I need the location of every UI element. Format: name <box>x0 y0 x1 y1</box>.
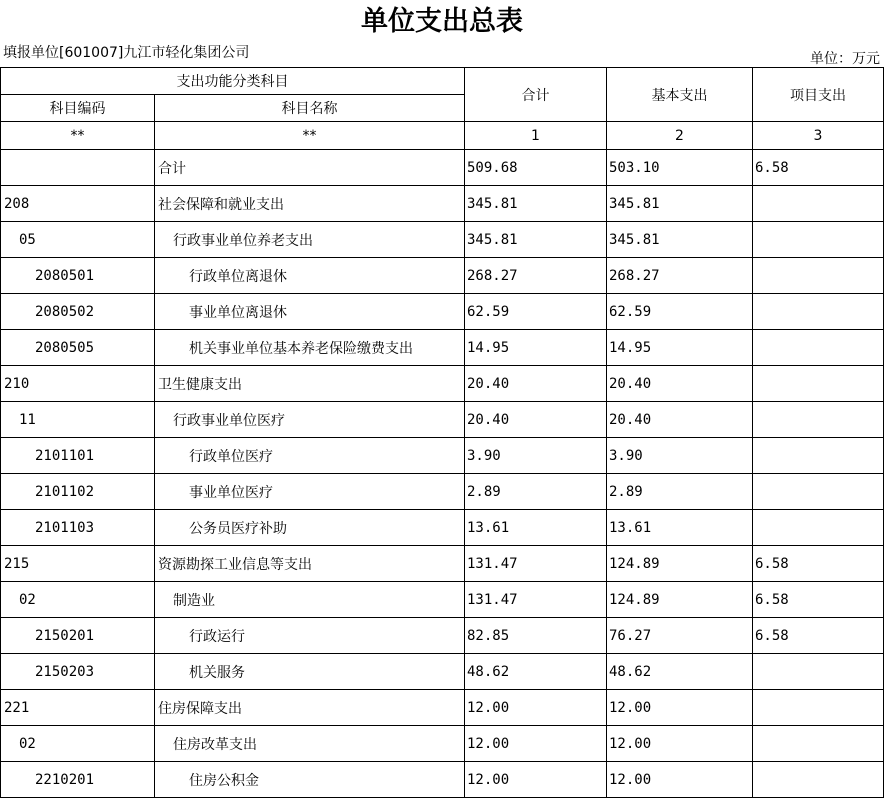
cell-basic: 124.89 <box>607 546 753 582</box>
cell-name: 事业单位医疗 <box>155 474 465 510</box>
table-row <box>1 258 884 294</box>
header-code: 科目编码 <box>1 95 155 122</box>
cell-project: 6.58 <box>753 150 884 186</box>
cell-total: 509.68 <box>465 150 607 186</box>
cell-project: 6.58 <box>753 546 884 582</box>
cell-basic: 268.27 <box>607 258 753 294</box>
cell-project <box>753 438 884 474</box>
cell-project: 6.58 <box>753 618 884 654</box>
cell-project <box>753 690 884 726</box>
cell-total: 14.95 <box>465 330 607 366</box>
table-row <box>1 222 884 258</box>
cell-code: 221 <box>1 690 155 726</box>
header-name: 科目名称 <box>155 95 465 122</box>
cell-code: 2080501 <box>1 258 155 294</box>
cell-project <box>753 726 884 762</box>
cell-name: 制造业 <box>155 582 465 618</box>
cell-name: 合计 <box>155 150 465 186</box>
header-row-1 <box>1 68 884 95</box>
cell-basic: 12.00 <box>607 726 753 762</box>
index-code: ** <box>1 122 155 150</box>
cell-name: 行政事业单位医疗 <box>155 402 465 438</box>
table-row <box>1 150 884 186</box>
index-total: 1 <box>465 122 607 150</box>
cell-basic: 76.27 <box>607 618 753 654</box>
table-row <box>1 654 884 690</box>
cell-name: 行政单位离退休 <box>155 258 465 294</box>
cell-code: 2210201 <box>1 762 155 798</box>
cell-project: 6.58 <box>753 582 884 618</box>
header-total: 合计 <box>465 68 607 122</box>
header-index-row <box>1 122 884 150</box>
cell-total: 20.40 <box>465 402 607 438</box>
cell-name: 卫生健康支出 <box>155 366 465 402</box>
cell-project <box>753 402 884 438</box>
cell-basic: 62.59 <box>607 294 753 330</box>
cell-basic: 345.81 <box>607 186 753 222</box>
cell-total: 62.59 <box>465 294 607 330</box>
table-row <box>1 690 884 726</box>
table-row <box>1 510 884 546</box>
cell-name: 住房改革支出 <box>155 726 465 762</box>
cell-code: 2150201 <box>1 618 155 654</box>
table-row <box>1 474 884 510</box>
cell-code: 11 <box>1 402 155 438</box>
cell-code: 208 <box>1 186 155 222</box>
cell-project <box>753 294 884 330</box>
cell-basic: 12.00 <box>607 690 753 726</box>
header-function-category: 支出功能分类科目 <box>1 68 465 95</box>
cell-code: 2080505 <box>1 330 155 366</box>
cell-name: 社会保障和就业支出 <box>155 186 465 222</box>
cell-basic: 13.61 <box>607 510 753 546</box>
table-row <box>1 186 884 222</box>
cell-name: 资源勘探工业信息等支出 <box>155 546 465 582</box>
cell-total: 268.27 <box>465 258 607 294</box>
header-basic: 基本支出 <box>607 68 753 122</box>
cell-total: 13.61 <box>465 510 607 546</box>
cell-total: 3.90 <box>465 438 607 474</box>
index-project: 3 <box>753 122 884 150</box>
cell-code: 02 <box>1 582 155 618</box>
cell-name: 机关服务 <box>155 654 465 690</box>
cell-name: 机关事业单位基本养老保险缴费支出 <box>155 330 465 366</box>
cell-code: 2101102 <box>1 474 155 510</box>
cell-basic: 14.95 <box>607 330 753 366</box>
cell-total: 345.81 <box>465 222 607 258</box>
cell-code: 2101101 <box>1 438 155 474</box>
cell-code: 210 <box>1 366 155 402</box>
cell-code <box>1 150 155 186</box>
table-row <box>1 402 884 438</box>
cell-project <box>753 222 884 258</box>
cell-code: 2080502 <box>1 294 155 330</box>
table-row <box>1 330 884 366</box>
cell-basic: 2.89 <box>607 474 753 510</box>
cell-name: 住房公积金 <box>155 762 465 798</box>
cell-project <box>753 258 884 294</box>
cell-basic: 3.90 <box>607 438 753 474</box>
cell-code: 2150203 <box>1 654 155 690</box>
cell-name: 事业单位离退休 <box>155 294 465 330</box>
cell-total: 12.00 <box>465 726 607 762</box>
table-row <box>1 762 884 798</box>
cell-code: 2101103 <box>1 510 155 546</box>
cell-code: 05 <box>1 222 155 258</box>
reporting-unit: 填报单位[601007]九江市轻化集团公司 <box>3 45 250 61</box>
cell-basic: 12.00 <box>607 762 753 798</box>
cell-name: 公务员医疗补助 <box>155 510 465 546</box>
cell-name: 行政事业单位养老支出 <box>155 222 465 258</box>
cell-total: 131.47 <box>465 546 607 582</box>
cell-project <box>753 654 884 690</box>
table-row <box>1 366 884 402</box>
page-title: 单位支出总表 <box>361 6 523 37</box>
table-row <box>1 582 884 618</box>
cell-name: 行政单位医疗 <box>155 438 465 474</box>
header-project: 项目支出 <box>753 68 884 122</box>
cell-basic: 503.10 <box>607 150 753 186</box>
index-basic: 2 <box>607 122 753 150</box>
cell-total: 48.62 <box>465 654 607 690</box>
cell-basic: 48.62 <box>607 654 753 690</box>
cell-project <box>753 510 884 546</box>
cell-total: 12.00 <box>465 762 607 798</box>
cell-code: 215 <box>1 546 155 582</box>
cell-code: 02 <box>1 726 155 762</box>
cell-name: 住房保障支出 <box>155 690 465 726</box>
table-row <box>1 294 884 330</box>
cell-total: 131.47 <box>465 582 607 618</box>
cell-project <box>753 474 884 510</box>
cell-basic: 345.81 <box>607 222 753 258</box>
table-row <box>1 618 884 654</box>
table-row <box>1 438 884 474</box>
table-row <box>1 546 884 582</box>
table-row <box>1 726 884 762</box>
cell-basic: 124.89 <box>607 582 753 618</box>
cell-total: 82.85 <box>465 618 607 654</box>
cell-project <box>753 762 884 798</box>
cell-name: 行政运行 <box>155 618 465 654</box>
cell-total: 2.89 <box>465 474 607 510</box>
cell-total: 20.40 <box>465 366 607 402</box>
cell-project <box>753 330 884 366</box>
cell-basic: 20.40 <box>607 366 753 402</box>
index-name: ** <box>155 122 465 150</box>
currency-unit: 单位：万元 <box>810 51 880 67</box>
cell-project <box>753 186 884 222</box>
cell-total: 345.81 <box>465 186 607 222</box>
expenditure-table <box>0 67 884 798</box>
cell-basic: 20.40 <box>607 402 753 438</box>
cell-project <box>753 366 884 402</box>
cell-total: 12.00 <box>465 690 607 726</box>
